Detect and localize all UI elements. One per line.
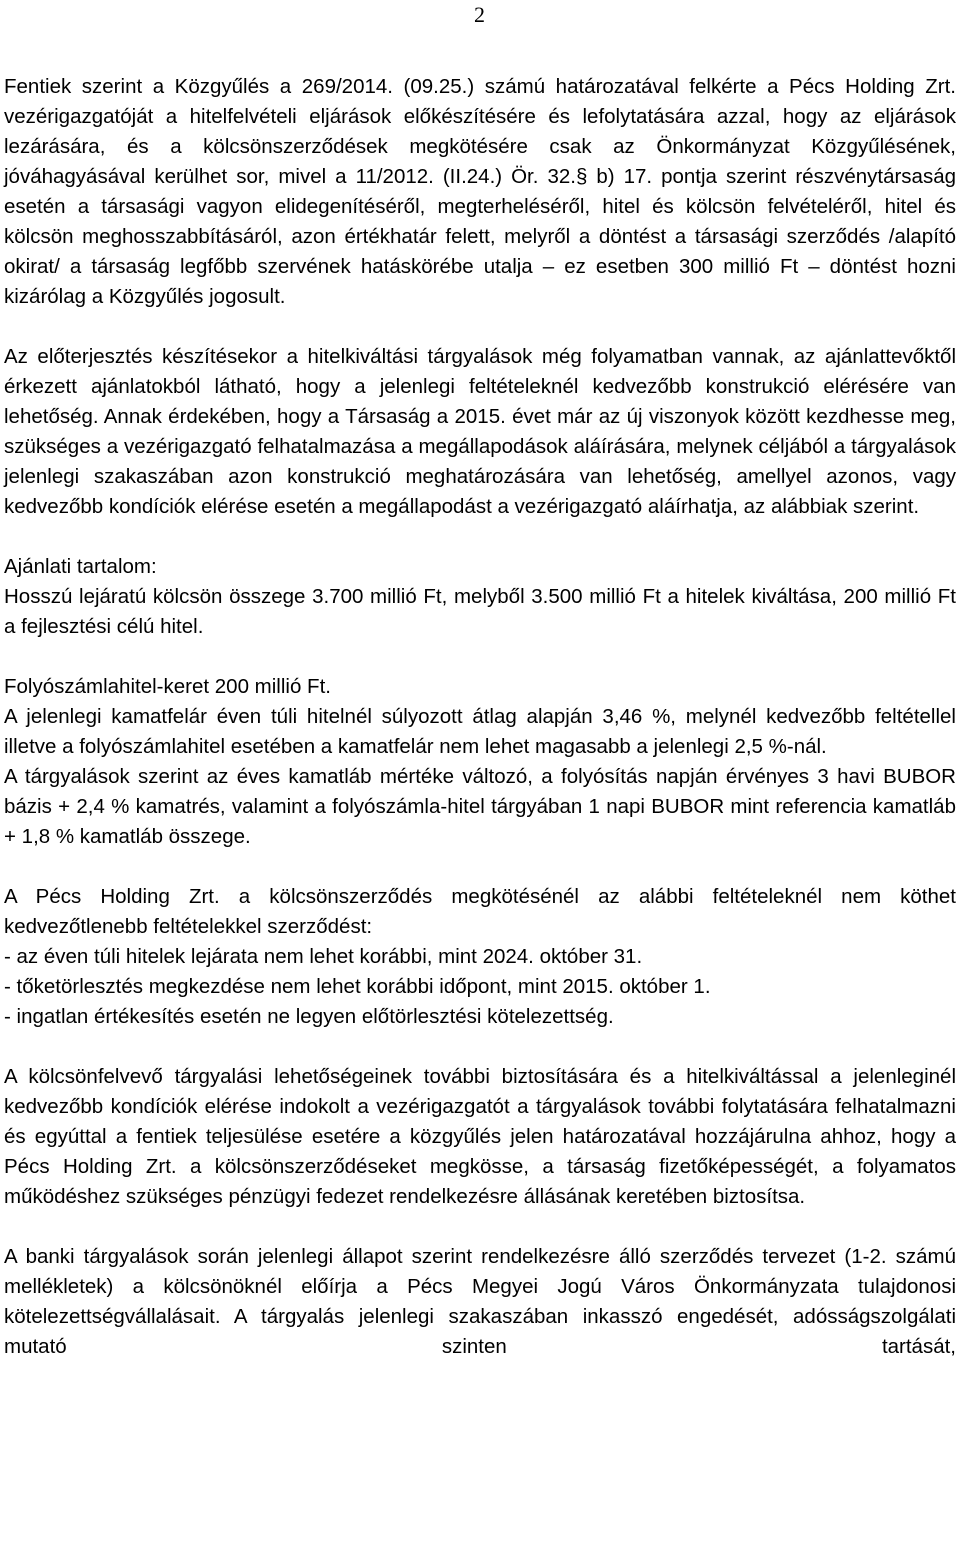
offer-heading: Ajánlati tartalom: xyxy=(4,555,157,578)
condition-list-item: - ingatlan értékesítés esetén ne legyen előtörlesztési kötelezettség. xyxy=(4,1005,614,1028)
paragraph-spacer xyxy=(4,522,956,552)
paragraph-interest-margin: A jelenlegi kamatfelár éven túli hitelnél súlyozott átlag alapján 3,46 %, melynél kedvezőbb feltétellel illetve a folyószámlahitel esetében a kamatfelár nem lehet magasabb a jelenlegi 2,5 %-nál. xyxy=(4,705,956,758)
condition-list-item: - tőketörlesztés megkezdése nem lehet korábbi időpont, mint 2015. október 1. xyxy=(4,975,711,998)
paragraph-spacer xyxy=(4,1212,956,1242)
paragraph-interest-rate: A tárgyalások szerint az éves kamatláb mértéke változó, a folyósítás napján érvényes 3 havi BUBOR bázis + 2,4 % kamatrés, valamint a folyószámla-hitel tárgyában 1 napi BUBOR mint referencia kamatláb + 1,8 % kamatláb összege. xyxy=(4,765,956,848)
paragraph-overdraft-limit: Folyószámlahitel-keret 200 millió Ft. xyxy=(4,675,331,698)
document-body xyxy=(4,72,956,1362)
condition-list-item: - az éven túli hitelek lejárata nem lehet korábbi, mint 2024. október 31. xyxy=(4,945,643,968)
paragraph-spacer xyxy=(4,852,956,882)
paragraph-authorization: A kölcsönfelvevő tárgyalási lehetőségeinek további biztosítására és a hitelkiváltással a jelenleginél kedvezőbb kondíciók elérése indokolt a vezérigazgatót a tárgyalások további folytatására felhatalmazni és egyúttal a fentiek teljesülése esetére a közgyűlés jelen határozatával hozzájárulna ahhoz, hogy a Pécs Holding Zrt. a kölcsönszerződéseket megkösse, a társaság fizetőképességét, a folyamatos működéshez szükséges pénzügyi fedezet rendelkezésre állásának keretében biztosítsa. xyxy=(4,1065,956,1208)
paragraph-bank-negotiations: A banki tárgyalások során jelenlegi állapot szerint rendelkezésre álló szerződés tervezet (1-2. számú mellékletek) a kölcsönöknél előírja a Pécs Megyei Jogú Város Önkormányzata tulajdonosi kötelezettségvállalásait. A tárgyalás jelenlegi szakaszában inkasszó engedését, adósságszolgálati mutató szinten tartását, xyxy=(4,1245,956,1358)
paragraph-loan-amount: Hosszú lejáratú kölcsön összege 3.700 millió Ft, melyből 3.500 millió Ft a hitelek kiváltása, 200 millió Ft a fejlesztési célú hitel. xyxy=(4,585,956,638)
paragraph-negotiation-status: Az előterjesztés készítésekor a hitelkiváltási tárgyalások még folyamatban vannak, az ajánlattevőktől érkezett ajánlatokból látható, hogy a jelenlegi feltételeknél kedvezőbb konstrukció elérésére van lehetőség. Annak érdekében, hogy a Társaság a 2015. évet már az új viszonyok között kezdhesse meg, szükséges a vezérigazgató felhatalmazása a megállapodások aláírására, melynek céljából a tárgyalások jelenlegi szakaszában azon konstrukció meghatározására van lehetőség, amellyel azonos, vagy kedvezőbb kondíciók elérése esetén a megállapodást a vezérigazgató aláírhatja, az alábbiak szerint. xyxy=(4,345,956,518)
paragraph-resolution-context: Fentiek szerint a Közgyűlés a 269/2014. (09.25.) számú határozatával felkérte a Pécs Holding Zrt. vezérigazgatóját a hitelfelvételi eljárások előkészítésére és lefolytatására azzal, hogy az eljárások lezárására, és a kölcsönszerződések megkötésére csak az Önkormányzat Közgyűlésének, jóváhagyásával kerülhet sor, mivel a 11/2012. (II.24.) Ör. 32.§ b) 17. pontja szerint részvénytársaság esetén a társasági vagyon elidegenítéséről, megterheléséről, hitel és kölcsön felvételéről, hitel és kölcsön meghosszabbításáról, azon értékhatár felett, melyről a döntést a társasági szerződés /alapító okirat/ a társaság legfőbb szervének hatáskörébe utalja – ez esetben 300 millió Ft – döntést hozni kizárólag a Közgyűlés jogosult. xyxy=(4,75,956,308)
paragraph-spacer xyxy=(4,642,956,672)
page-number: 2 xyxy=(474,2,485,27)
paragraph-contract-conditions: A Pécs Holding Zrt. a kölcsönszerződés megkötésénél az alábbi feltételeknél nem köthet kedvezőtlenebb feltételekkel szerződést: xyxy=(4,885,956,938)
paragraph-spacer xyxy=(4,312,956,342)
paragraph-spacer xyxy=(4,1032,956,1062)
